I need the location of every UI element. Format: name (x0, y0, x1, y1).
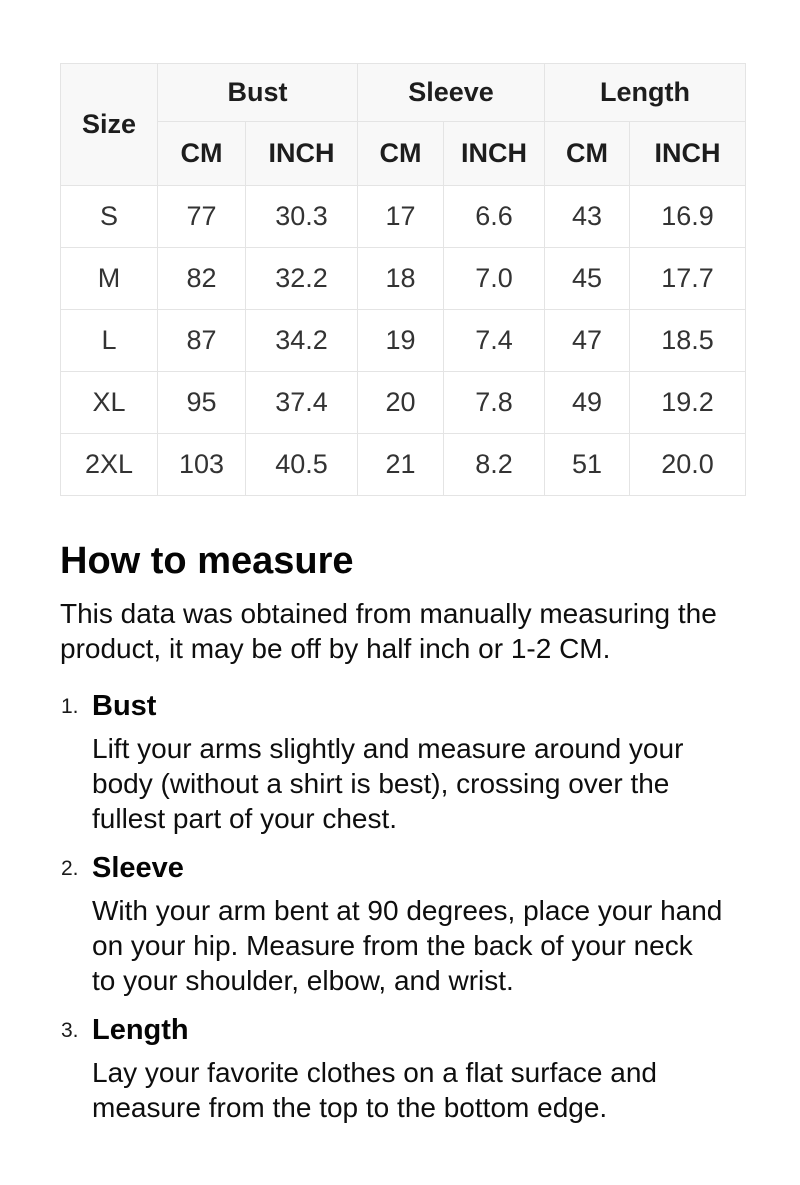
size-cell: XL (61, 372, 158, 434)
value-cell: 37.4 (246, 372, 358, 434)
size-chart-table (60, 63, 746, 496)
table-row-2xl (61, 434, 746, 496)
unit-length-inch: INCH (630, 122, 746, 186)
step-number: 1. (61, 695, 79, 718)
value-cell: 7.4 (444, 310, 545, 372)
measure-step-bust (60, 687, 744, 836)
unit-length-cm: CM (545, 122, 630, 186)
value-cell: 16.9 (630, 186, 746, 248)
unit-sleeve-inch: INCH (444, 122, 545, 186)
how-to-measure-intro: This data was obtained from manually measuring the product, it may be off by half inch or 1-2 CM. (60, 598, 717, 664)
value-cell: 32.2 (246, 248, 358, 310)
header-bust: Bust (158, 64, 358, 122)
header-length: Length (545, 64, 746, 122)
value-cell: 82 (158, 248, 246, 310)
measure-step-length (60, 1011, 744, 1125)
table-row-xl (61, 372, 746, 434)
value-cell: 95 (158, 372, 246, 434)
value-cell: 17.7 (630, 248, 746, 310)
step-description: Lift your arms slightly and measure around your body (without a shirt is best), crossing over the fullest part of your chest. (92, 733, 684, 834)
step-description: Lay your favorite clothes on a flat surface and measure from the top to the bottom edge. (92, 1057, 657, 1123)
value-cell: 77 (158, 186, 246, 248)
size-cell: M (61, 248, 158, 310)
value-cell: 7.8 (444, 372, 545, 434)
table-row-m (61, 248, 746, 310)
size-chart-body (61, 186, 746, 496)
size-cell: 2XL (61, 434, 158, 496)
value-cell: 20 (358, 372, 444, 434)
unit-bust-cm: CM (158, 122, 246, 186)
size-cell: L (61, 310, 158, 372)
step-title: Bust (92, 690, 157, 722)
value-cell: 87 (158, 310, 246, 372)
step-number: 3. (61, 1019, 79, 1042)
value-cell: 19 (358, 310, 444, 372)
value-cell: 20.0 (630, 434, 746, 496)
value-cell: 21 (358, 434, 444, 496)
value-cell: 7.0 (444, 248, 545, 310)
value-cell: 43 (545, 186, 630, 248)
step-title: Sleeve (92, 852, 184, 884)
measure-steps-list (60, 687, 744, 1125)
value-cell: 18.5 (630, 310, 746, 372)
value-cell: 34.2 (246, 310, 358, 372)
value-cell: 8.2 (444, 434, 545, 496)
step-description: With your arm bent at 90 degrees, place your hand on your hip. Measure from the back of your neck to your shoulder, elbow, and wrist. (92, 895, 723, 996)
value-cell: 17 (358, 186, 444, 248)
value-cell: 19.2 (630, 372, 746, 434)
unit-bust-inch: INCH (246, 122, 358, 186)
value-cell: 49 (545, 372, 630, 434)
table-row-l (61, 310, 746, 372)
value-cell: 6.6 (444, 186, 545, 248)
value-cell: 45 (545, 248, 630, 310)
how-to-measure-heading: How to measure (60, 540, 354, 582)
header-unit-row (61, 122, 746, 186)
value-cell: 40.5 (246, 434, 358, 496)
size-chart-header (61, 64, 746, 186)
table-row-s (61, 186, 746, 248)
header-size: Size (61, 64, 158, 186)
measure-step-sleeve (60, 849, 744, 998)
value-cell: 47 (545, 310, 630, 372)
header-sleeve: Sleeve (358, 64, 545, 122)
value-cell: 30.3 (246, 186, 358, 248)
value-cell: 18 (358, 248, 444, 310)
size-cell: S (61, 186, 158, 248)
step-number: 2. (61, 857, 79, 880)
value-cell: 103 (158, 434, 246, 496)
step-title: Length (92, 1014, 189, 1046)
value-cell: 51 (545, 434, 630, 496)
header-group-row (61, 64, 746, 122)
unit-sleeve-cm: CM (358, 122, 444, 186)
